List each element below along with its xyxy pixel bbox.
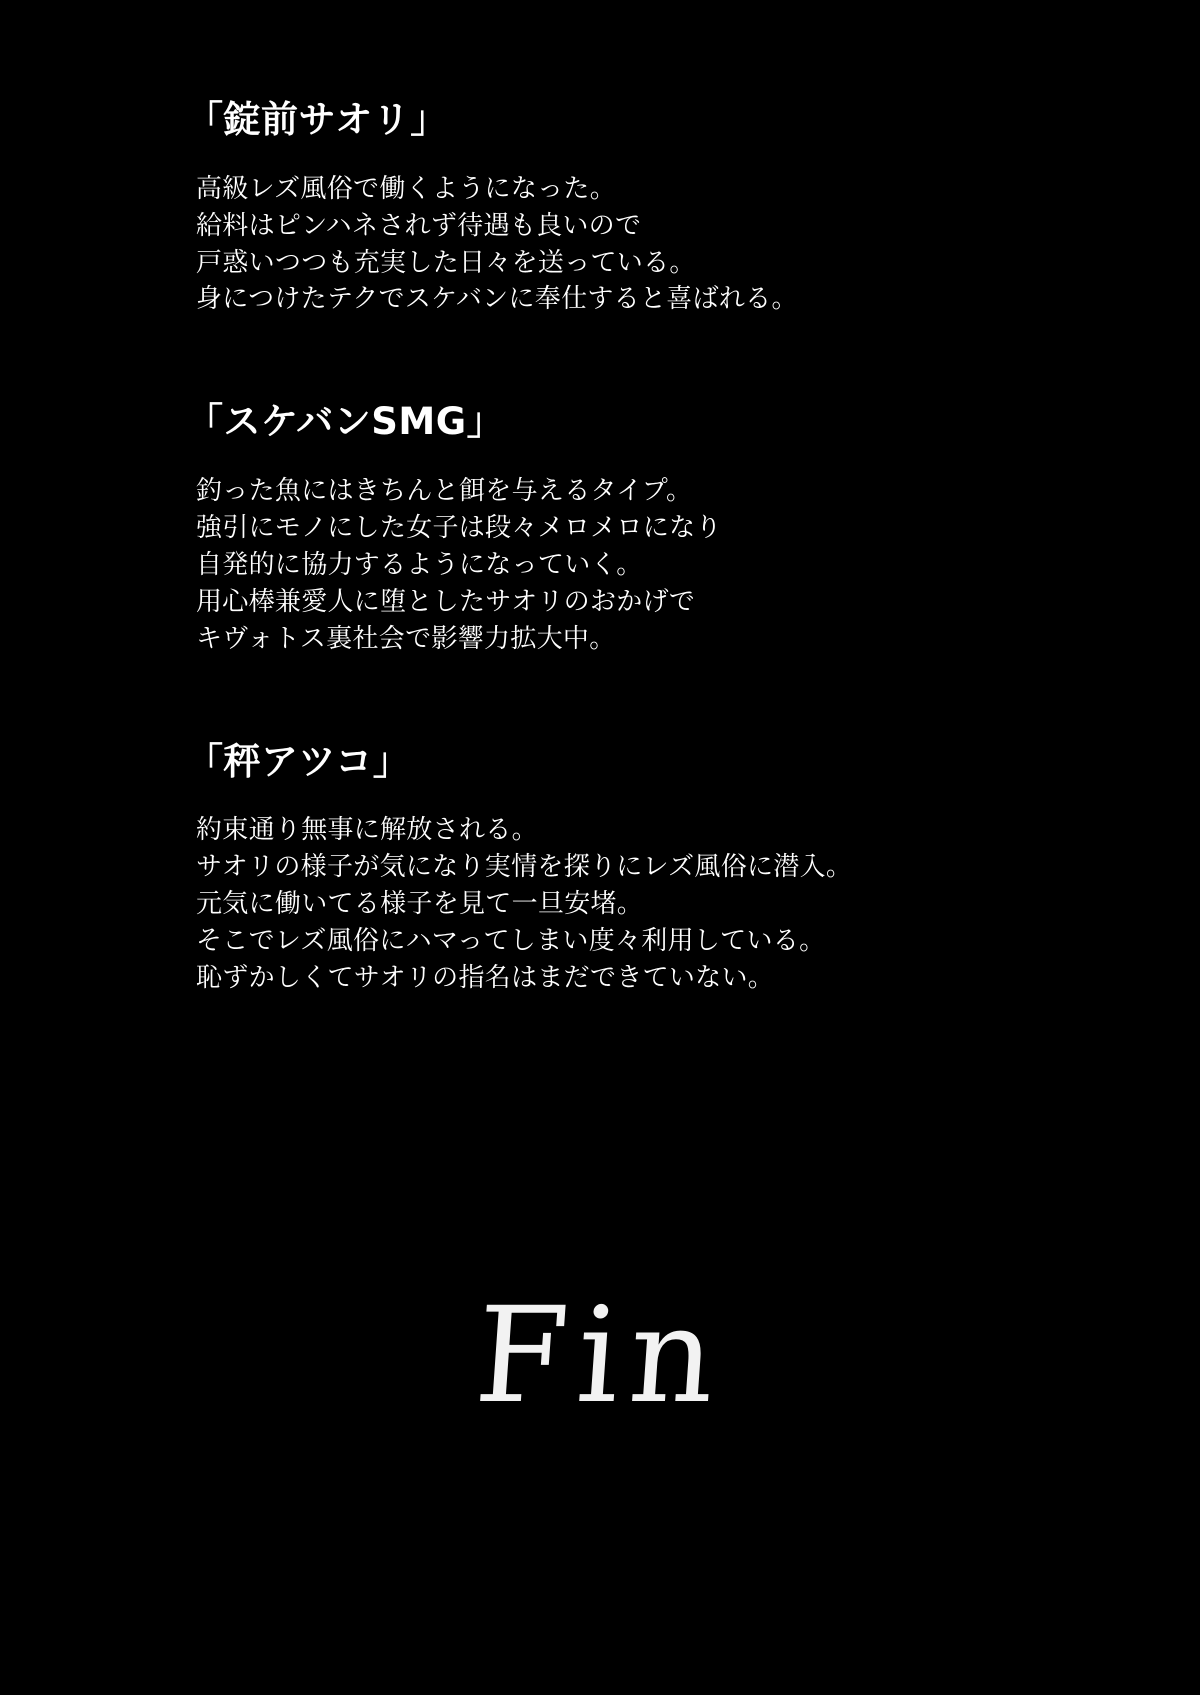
character-profile-sukeban-smg — [186, 402, 1086, 657]
fin-label: Fin — [470, 1279, 730, 1433]
section-title: 「秤アツコ」 — [186, 739, 411, 783]
body-line: 釣った魚にはきちんと餌を与えるタイプ。 — [196, 476, 693, 506]
body-line: 戸惑いつつも充実した日々を送っている。 — [196, 247, 696, 278]
section-body — [186, 812, 1086, 997]
character-profile-atsuko — [186, 739, 1086, 997]
body-line: 恥ずかしくてサオリの指名はまだできていない。 — [196, 962, 775, 993]
body-line: 用心棒兼愛人に堕としたサオリのおかげで — [196, 586, 696, 617]
body-line: 自発的に協力するようになっていく。 — [196, 549, 643, 580]
body-line: 約束通り無事に解放される。 — [196, 815, 538, 846]
section-title: 「錠前サオリ」 — [186, 98, 448, 141]
section-title: 「スケバンSMG」 — [186, 400, 505, 444]
body-line: 身につけたテクでスケバンに奉仕すると喜ばれる。 — [196, 284, 798, 315]
body-line: サオリの様子が気になり実情を探りにレズ風俗に潜入。 — [196, 852, 853, 883]
ending-area — [0, 1279, 1200, 1433]
body-line: そこでレズ風俗にハマってしまい度々利用している。 — [196, 925, 826, 956]
body-line: 元気に働いてる様子を見て一旦安堵。 — [196, 889, 644, 920]
section-body — [186, 171, 1086, 319]
body-line: 高級レズ風俗で働くようになった。 — [196, 173, 617, 204]
section-body — [186, 473, 1086, 658]
body-line: キヴォトス裏社会で影響力拡大中。 — [196, 623, 616, 654]
body-line: 強引にモノにした女子は段々メロメロになり — [196, 512, 722, 543]
character-profile-saori — [186, 100, 1086, 318]
body-line: 給料はピンハネされず待遇も良いので — [196, 210, 642, 241]
epilogue-content — [186, 100, 1086, 997]
